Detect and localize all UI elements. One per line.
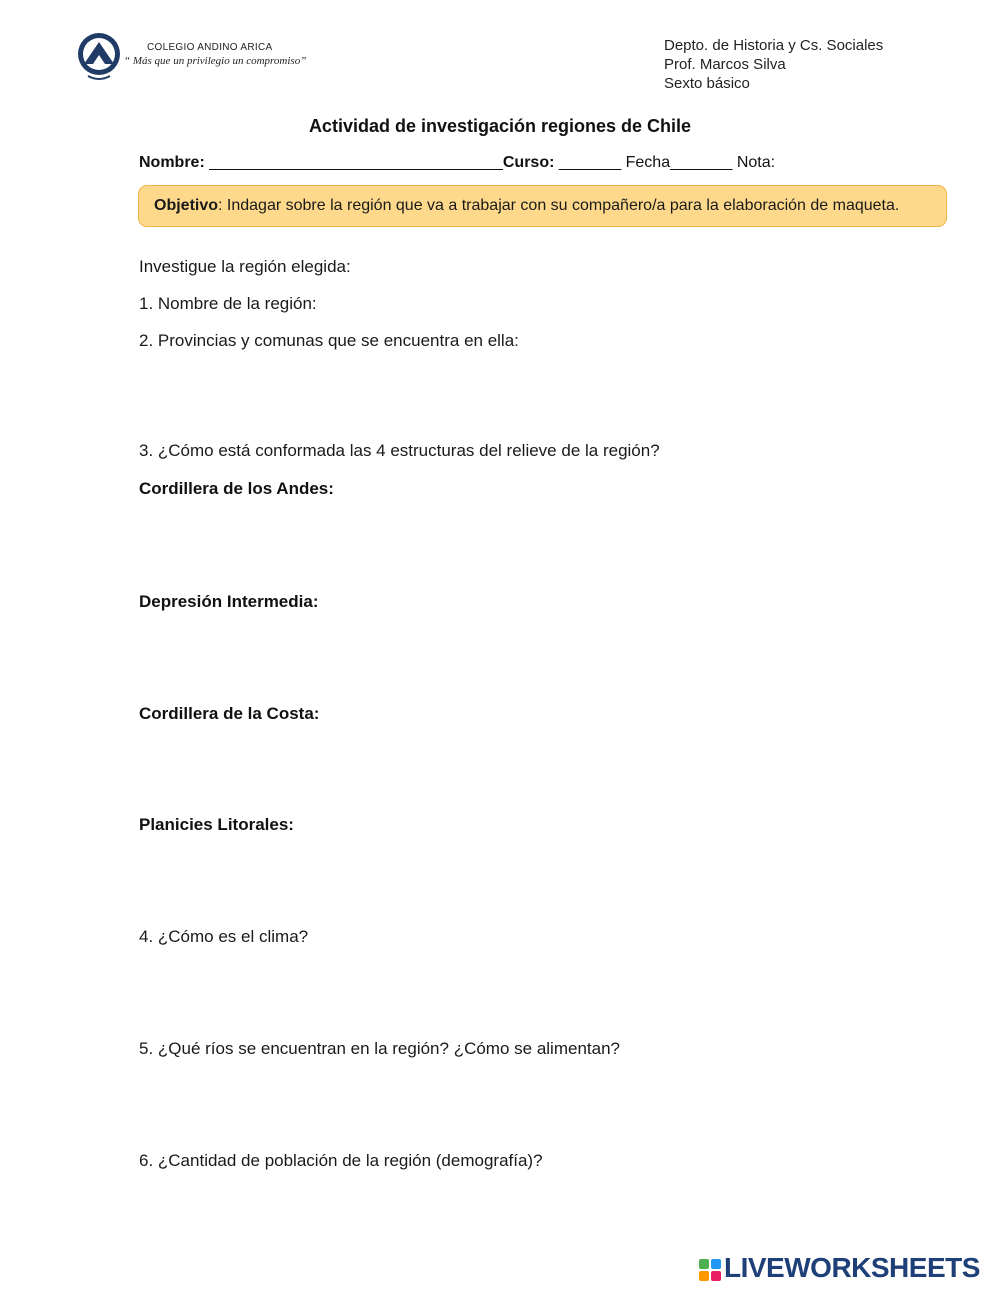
question-2: 2. Provincias y comunas que se encuentra en ella: <box>139 331 519 350</box>
question-1: 1. Nombre de la región: <box>139 294 317 313</box>
objective-text: : Indagar sobre la región que va a trabajar con su compañero/a para la elaboración de maqueta. <box>218 197 900 214</box>
question-3: 3. ¿Cómo está conformada las 4 estructuras del relieve de la región? <box>139 441 660 460</box>
nombre-blank[interactable]: _________________________________ <box>204 154 503 171</box>
liveworksheets-logo-icon <box>699 1259 721 1281</box>
nombre-label: Nombre: <box>139 154 205 171</box>
curso-blank[interactable]: _______ <box>554 154 626 171</box>
liveworksheets-brand: LIVEWORKSHEETS <box>724 1252 980 1283</box>
grade-line: Sexto básico <box>664 75 750 92</box>
relief-cordillera-andes: Cordillera de los Andes: <box>139 479 334 498</box>
curso-label: Curso: <box>502 154 555 171</box>
department-info <box>664 36 883 93</box>
fecha-label[interactable]: Fecha_______ <box>625 154 737 171</box>
question-5: 5. ¿Qué ríos se encuentran en la región? ¿Cómo se alimentan? <box>139 1039 620 1058</box>
objective-label: Objetivo <box>154 197 219 214</box>
relief-planicies-litorales: Planicies Litorales: <box>139 815 294 834</box>
student-info-line <box>139 154 775 172</box>
nota-label: Nota: <box>736 154 776 171</box>
department-line: Depto. de Historia y Cs. Sociales <box>664 37 884 54</box>
intro-text: Investigue la región elegida: <box>139 257 351 276</box>
relief-depresion-intermedia: Depresión Intermedia: <box>139 592 319 611</box>
school-motto: “ Más que un privilegio un compromiso” <box>124 55 307 67</box>
teacher-line: Prof. Marcos Silva <box>664 56 786 73</box>
relief-cordillera-costa: Cordillera de la Costa: <box>139 704 320 723</box>
objective-box <box>138 185 947 227</box>
question-4: 4. ¿Cómo es el clima? <box>139 927 309 946</box>
page-title: Actividad de investigación regiones de Chile <box>308 116 692 136</box>
school-name: COLEGIO ANDINO ARICA <box>147 42 273 53</box>
school-logo <box>76 30 122 82</box>
question-6: 6. ¿Cantidad de población de la región (demografía)? <box>139 1151 543 1170</box>
